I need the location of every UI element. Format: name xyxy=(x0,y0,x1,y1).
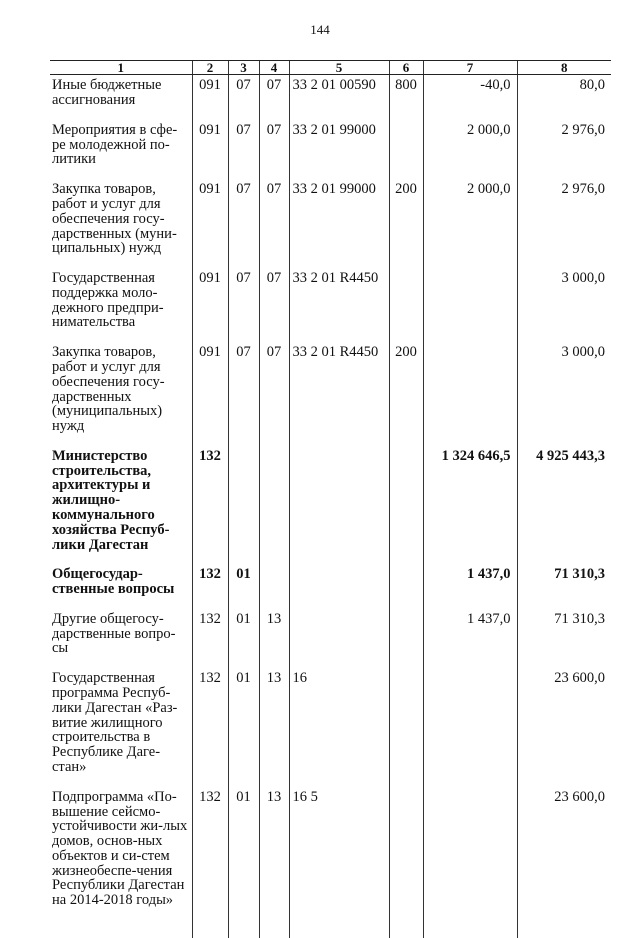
cell-name: Государственная программа Респуб-лики Дагестан «Раз-витие жилищного строительства в Республике Даге-стан» xyxy=(52,670,178,775)
header-col-8: 8 xyxy=(517,61,611,75)
table-row xyxy=(50,268,611,342)
table-row xyxy=(50,787,611,920)
cell-target-article: 16 xyxy=(289,668,389,786)
header-col-2: 2 xyxy=(192,61,228,75)
cell-ministry-code: 132 xyxy=(192,609,228,668)
cell-amount-change xyxy=(423,787,517,920)
cell-name: Министерство строительства, архитектуры и жилищно-коммунального хозяйства Респуб-лики Дагестан xyxy=(52,447,170,553)
cell-ministry-code: 091 xyxy=(192,268,228,342)
header-col-5: 5 xyxy=(289,61,389,75)
table-row xyxy=(50,120,611,179)
cell-expense-type xyxy=(389,268,423,342)
cell-section: 07 xyxy=(228,179,259,268)
cell-name: Подпрограмма «По-вышение сейсмо-устойчивости жи-лых домов, основ-ных объектов и си-стем жизнеобеспе-чения Республики Дагестан на 2014-2018 годы» xyxy=(52,788,188,909)
cell-subsection: 07 xyxy=(259,75,289,120)
table-body xyxy=(50,75,611,938)
table-row xyxy=(50,446,611,564)
cell-amount-change: 2 000,0 xyxy=(423,179,517,268)
cell-target-article: 33 2 01 99000 xyxy=(289,179,389,268)
cell-amount-total: 2 976,0 xyxy=(517,179,611,268)
cell-section: 01 xyxy=(228,668,259,786)
cell-subsection: 07 xyxy=(259,268,289,342)
cell-amount-total: 71 310,3 xyxy=(517,564,611,609)
cell-section: 01 xyxy=(228,564,259,609)
cell-expense-type xyxy=(389,120,423,179)
cell-name: Мероприятия в сфе-ре молодежной по-литики xyxy=(52,121,178,168)
cell-subsection xyxy=(259,446,289,564)
cell-amount-total: 71 310,3 xyxy=(517,609,611,668)
cell-amount-change xyxy=(423,668,517,786)
cell-ministry-code: 132 xyxy=(192,564,228,609)
cell-section: 07 xyxy=(228,120,259,179)
table-row xyxy=(50,75,611,120)
cell-subsection xyxy=(259,564,289,609)
cell-name: Государственная поддержка моло-дежного предпри-нимательства xyxy=(52,270,164,331)
cell-name: Закупка товаров, работ и услуг для обеспечения госу-дарственных (муни-ципальных) нужд xyxy=(52,181,177,257)
cell-amount-change xyxy=(423,268,517,342)
cell-name: Общегосудар-ственные вопросы xyxy=(52,566,175,598)
cell-expense-type: 800 xyxy=(389,75,423,120)
cell-subsection: 07 xyxy=(259,179,289,268)
page-number: 144 xyxy=(310,22,330,37)
cell-ministry-code: 091 xyxy=(192,179,228,268)
table-row xyxy=(50,609,611,668)
cell-section: 01 xyxy=(228,609,259,668)
header-row xyxy=(50,61,611,75)
cell-name: Иные бюджетные ассигнования xyxy=(52,77,162,109)
cell-amount-total: 4 925 443,3 xyxy=(517,446,611,564)
cell-section: 07 xyxy=(228,342,259,446)
cell-subsection: 13 xyxy=(259,787,289,920)
cell-ministry-code: 091 xyxy=(192,120,228,179)
cell-name: Закупка товаров, работ и услуг для обеспечения госу-дарственных (муниципальных) нужд xyxy=(52,344,165,435)
header-col-1: 1 xyxy=(50,61,192,75)
cell-target-article: 33 2 01 R4450 xyxy=(289,342,389,446)
cell-expense-type xyxy=(389,564,423,609)
cell-ministry-code: 132 xyxy=(192,787,228,920)
cell-amount-total: 3 000,0 xyxy=(517,268,611,342)
cell-subsection: 07 xyxy=(259,342,289,446)
cell-name: Другие общегосу-дарственные вопро-сы xyxy=(52,610,176,657)
cell-target-article xyxy=(289,564,389,609)
cell-section: 07 xyxy=(228,268,259,342)
header-col-7: 7 xyxy=(423,61,517,75)
cell-ministry-code: 091 xyxy=(192,75,228,120)
cell-amount-change: 1 324 646,5 xyxy=(423,446,517,564)
cell-amount-change: 2 000,0 xyxy=(423,120,517,179)
cell-amount-total: 3 000,0 xyxy=(517,342,611,446)
cell-target-article xyxy=(289,446,389,564)
cell-amount-change: 1 437,0 xyxy=(423,609,517,668)
cell-subsection: 13 xyxy=(259,609,289,668)
cell-subsection: 07 xyxy=(259,120,289,179)
cell-subsection: 13 xyxy=(259,668,289,786)
cell-amount-total: 80,0 xyxy=(517,75,611,120)
cell-ministry-code: 132 xyxy=(192,668,228,786)
table-row xyxy=(50,179,611,268)
cell-amount-change: 1 437,0 xyxy=(423,564,517,609)
cell-expense-type: 200 xyxy=(389,179,423,268)
header-col-3: 3 xyxy=(228,61,259,75)
budget-table xyxy=(50,60,611,938)
cell-target-article: 33 2 01 99000 xyxy=(289,120,389,179)
table-filler-row xyxy=(50,920,611,938)
cell-expense-type xyxy=(389,668,423,786)
cell-expense-type xyxy=(389,446,423,564)
header-col-6: 6 xyxy=(389,61,423,75)
cell-target-article: 16 5 xyxy=(289,787,389,920)
header-col-4: 4 xyxy=(259,61,289,75)
table-row xyxy=(50,668,611,786)
cell-expense-type: 200 xyxy=(389,342,423,446)
cell-ministry-code: 132 xyxy=(192,446,228,564)
cell-amount-change: -40,0 xyxy=(423,75,517,120)
cell-target-article: 33 2 01 R4450 xyxy=(289,268,389,342)
cell-amount-total: 23 600,0 xyxy=(517,787,611,920)
cell-section: 07 xyxy=(228,75,259,120)
table-row xyxy=(50,564,611,609)
cell-expense-type xyxy=(389,609,423,668)
cell-amount-change xyxy=(423,342,517,446)
cell-target-article xyxy=(289,609,389,668)
cell-amount-total: 23 600,0 xyxy=(517,668,611,786)
cell-section xyxy=(228,446,259,564)
cell-amount-total: 2 976,0 xyxy=(517,120,611,179)
table-row xyxy=(50,342,611,446)
cell-expense-type xyxy=(389,787,423,920)
cell-ministry-code: 091 xyxy=(192,342,228,446)
cell-target-article: 33 2 01 00590 xyxy=(289,75,389,120)
cell-section: 01 xyxy=(228,787,259,920)
